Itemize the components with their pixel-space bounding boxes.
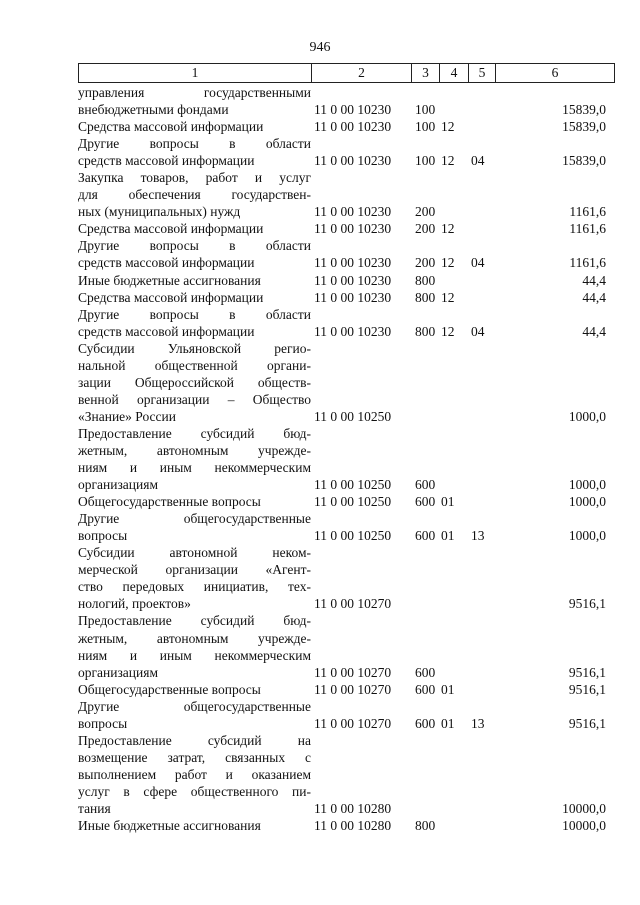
row-name [78,340,311,425]
row-target-code: 11 0 00 10250 [314,528,392,544]
row-name [78,681,311,698]
row-amount: 1161,6 [569,221,606,237]
table-header [78,63,615,83]
row-expense-type: 600 [415,477,436,493]
row-subsection: 04 [471,153,485,169]
row-name-line: вопросы [78,715,128,731]
row-section: 01 [441,681,455,697]
row-name-line: Средства массовой информации [78,221,264,237]
row-name-line: Субсидии Ульяновской регио- [78,340,311,356]
row-target-code: 11 0 00 10280 [314,818,392,834]
table-row [78,612,614,680]
row-target-code: 11 0 00 10250 [314,494,392,510]
table-row [78,698,614,732]
row-amount: 9516,1 [568,596,606,612]
row-name-line: средств массовой информации [78,153,255,169]
row-amount: 9516,1 [568,681,606,697]
row-name-line: вопросы [78,528,128,544]
header-col-3: 3 [412,64,440,83]
row-expense-type: 100 [415,153,436,169]
row-name-line: Иные бюджетные ассигнования [78,818,261,834]
row-amount: 44,4 [582,289,606,305]
row-name-line: Иные бюджетные ассигнования [78,272,261,288]
row-expense-type: 200 [415,221,436,237]
row-name [78,118,311,135]
header-col-1: 1 [79,64,312,83]
table-row [78,118,614,135]
row-section: 12 [441,323,455,339]
row-amount: 1000,0 [568,408,606,424]
row-subsection: 04 [471,255,485,271]
row-expense-type: 600 [415,494,436,510]
row-section: 12 [441,289,455,305]
row-name-line: мерческой организации «Агент- [78,562,311,578]
row-name-line: венной организации – Общество [78,391,311,407]
row-amount: 1161,6 [569,255,606,271]
table-row [78,425,614,493]
row-amount: 15839,0 [562,153,606,169]
row-name-line: средств массовой информации [78,255,255,271]
table-row [78,544,614,612]
budget-table-body [78,84,614,834]
row-name-line: жетным, автономным учрежде- [78,630,311,646]
table-row [78,169,614,220]
row-name [78,732,311,817]
row-name [78,289,311,306]
row-amount: 1000,0 [568,494,606,510]
row-subsection: 04 [471,323,485,339]
row-target-code: 11 0 00 10250 [314,408,392,424]
row-expense-type: 800 [415,323,436,339]
row-name-line: Общегосударственные вопросы [78,681,261,697]
row-section: 12 [441,255,455,271]
row-target-code: 11 0 00 10230 [314,153,392,169]
row-name-line: Другие общегосударственные [78,698,311,714]
table-row [78,681,614,698]
row-name [78,612,311,680]
row-name-line: Закупка товаров, работ и услуг [78,170,311,186]
table-row [78,84,614,118]
row-name-line: услуг в сфере общественного пи- [78,783,311,799]
row-subsection: 13 [471,528,485,544]
row-name [78,169,311,220]
row-name [78,237,311,271]
row-expense-type: 600 [415,715,436,731]
row-name-line: для обеспечения государствен- [78,187,311,203]
row-amount: 10000,0 [562,818,606,834]
row-name-line: Субсидии автономной неком- [78,545,311,561]
table-row [78,237,614,271]
row-amount: 15839,0 [562,119,606,135]
row-name-line: Другие вопросы в области [78,306,311,322]
row-section: 12 [441,221,455,237]
row-name [78,84,311,118]
row-section: 12 [441,153,455,169]
row-section: 01 [441,494,455,510]
row-name-line: управления государственными [78,85,311,100]
row-target-code: 11 0 00 10280 [314,800,392,816]
row-name [78,220,311,237]
row-name-line: возмещение затрат, связанных с [78,749,311,765]
header-col-5: 5 [469,64,496,83]
row-amount: 9516,1 [568,715,606,731]
row-section: 01 [441,715,455,731]
row-name-line: Другие вопросы в области [78,238,311,254]
row-expense-type: 100 [415,119,436,135]
header-col-4: 4 [440,64,469,83]
row-name-line: Предоставление субсидий бюд- [78,613,311,629]
row-name-line: организациям [78,477,159,493]
row-amount: 1000,0 [568,477,606,493]
page-number: 946 [309,40,331,55]
row-subsection: 13 [471,715,485,731]
header-col-2: 2 [312,64,412,83]
row-name-line: Средства массовой информации [78,289,264,305]
row-name-line: организациям [78,664,159,680]
row-amount: 44,4 [582,323,606,339]
row-name-line: внебюджетными фондами [78,102,229,118]
row-name [78,135,311,169]
row-expense-type: 800 [415,818,436,834]
table-row [78,306,614,340]
row-name [78,272,311,289]
row-amount: 10000,0 [562,800,606,816]
table-row [78,340,614,425]
row-target-code: 11 0 00 10270 [314,596,392,612]
table-row [78,510,614,544]
row-expense-type: 200 [415,204,436,220]
row-target-code: 11 0 00 10230 [314,255,392,271]
row-name-line: ниям и иным некоммерческим [78,460,311,476]
row-name [78,306,311,340]
row-name-line: нальной общественной органи- [78,357,311,373]
table-row [78,135,614,169]
row-target-code: 11 0 00 10230 [314,289,392,305]
table-row [78,272,614,289]
row-target-code: 11 0 00 10270 [314,715,392,731]
row-name-line: ниям и иным некоммерческим [78,647,311,663]
row-target-code: 11 0 00 10230 [314,204,392,220]
row-target-code: 11 0 00 10250 [314,477,392,493]
row-name-line: Средства массовой информации [78,119,264,135]
row-target-code: 11 0 00 10230 [314,119,392,135]
table-row [78,732,614,817]
row-target-code: 11 0 00 10270 [314,664,392,680]
row-section: 01 [441,528,455,544]
row-name-line: нологий, проектов» [78,596,191,612]
row-section: 12 [441,119,455,135]
row-name-line: жетным, автономным учрежде- [78,442,311,458]
row-name-line: Общегосударственные вопросы [78,494,261,510]
row-name-line: выполнением работ и оказанием [78,766,311,782]
header-col-6: 6 [496,64,615,83]
row-expense-type: 800 [415,289,436,305]
row-name [78,510,311,544]
row-name [78,493,311,510]
row-target-code: 11 0 00 10270 [314,681,392,697]
row-name-line: тания [78,800,111,816]
table-row [78,817,614,834]
row-amount: 44,4 [582,272,606,288]
row-amount: 1000,0 [568,528,606,544]
row-name-line: ных (муниципальных) нужд [78,204,241,220]
row-expense-type: 600 [415,681,436,697]
row-name [78,425,311,493]
row-expense-type: 100 [415,102,436,118]
row-name-line: Другие вопросы в области [78,136,311,152]
row-amount: 9516,1 [568,664,606,680]
table-row [78,220,614,237]
row-expense-type: 200 [415,255,436,271]
table-row [78,493,614,510]
row-name-line: средств массовой информации [78,323,255,339]
row-expense-type: 600 [415,528,436,544]
row-amount: 1161,6 [569,204,606,220]
row-target-code: 11 0 00 10230 [314,102,392,118]
row-expense-type: 600 [415,664,436,680]
row-name-line: Предоставление субсидий бюд- [78,425,311,441]
row-name [78,817,311,834]
row-name-line: «Знание» России [78,408,176,424]
row-target-code: 11 0 00 10230 [314,323,392,339]
row-target-code: 11 0 00 10230 [314,272,392,288]
row-expense-type: 800 [415,272,436,288]
row-name [78,698,311,732]
row-target-code: 11 0 00 10230 [314,221,392,237]
row-name [78,544,311,612]
row-amount: 15839,0 [562,102,606,118]
row-name-line: Предоставление субсидий на [78,732,311,748]
table-row [78,289,614,306]
row-name-line: зации Общероссийской обществ- [78,374,311,390]
row-name-line: ство передовых инициатив, тех- [78,579,311,595]
row-name-line: Другие общегосударственные [78,511,311,527]
